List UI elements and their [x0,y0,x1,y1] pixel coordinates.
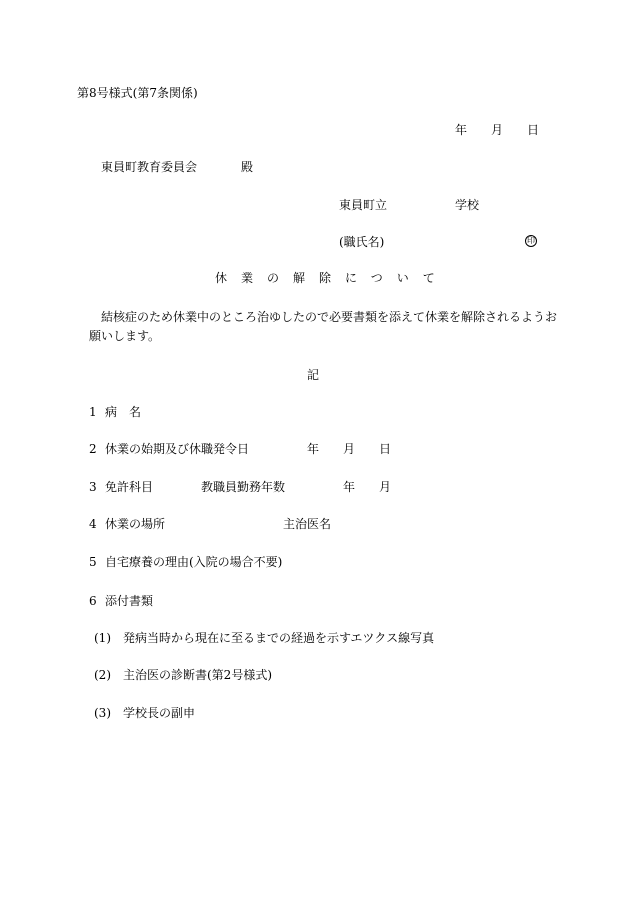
addressee-name: 東員町教育委員会 [101,160,198,174]
item-2-year: 年 [307,442,320,456]
item-1-number: 1 [89,405,97,419]
item-3-month: 月 [379,480,392,494]
date-month: 月 [491,123,504,137]
attachment-3-number: (3) [94,706,111,720]
date-day: 日 [527,123,540,137]
item-4-label-2: 主治医名 [283,517,332,531]
item-2-number: 2 [89,442,97,456]
item-6-number: 6 [89,594,97,608]
item-2-day: 日 [379,442,392,456]
form-number: 第8号様式(第7条関係) [77,86,198,100]
attachment-1-number: (1) [94,631,111,645]
item-4-label: 休業の場所 [105,517,166,531]
page-title: 休業の解除について [215,271,449,285]
item-3-label: 免許科目 [105,480,154,494]
school-prefix: 東員町立 [339,198,388,212]
attachment-2-text: 主治医の診断書(第2号様式) [123,668,272,682]
body-line-1: 結核症のため休業中のところ治ゆしたので必要書類を添えて休業を解除されるようお [101,310,558,324]
item-2-month: 月 [343,442,356,456]
item-3-number: 3 [89,480,97,494]
item-2-label: 休業の始期及び休職発令日 [105,442,250,456]
item-5-number: 5 [89,555,97,569]
record-mark: 記 [307,368,320,382]
item-3-year: 年 [343,480,356,494]
item-6-label: 添付書類 [105,594,154,608]
attachment-3-text: 学校長の副申 [123,706,196,720]
seal-mark: 印 [527,236,535,245]
title-name-label: (職氏名) [339,235,385,249]
date-year: 年 [455,123,468,137]
item-4-number: 4 [89,517,97,531]
school-suffix: 学校 [455,198,480,212]
body-line-2: 願いします。 [89,329,161,343]
item-3-label-2: 教職員勤務年数 [201,480,286,494]
attachment-2-number: (2) [94,668,111,682]
attachment-1-text: 発病当時から現在に至るまでの経過を示すエツクス線写真 [123,631,435,645]
addressee-honorific: 殿 [241,160,254,174]
item-5-label: 自宅療養の理由(入院の場合不要) [105,555,283,569]
item-1-label: 病 名 [105,405,142,419]
